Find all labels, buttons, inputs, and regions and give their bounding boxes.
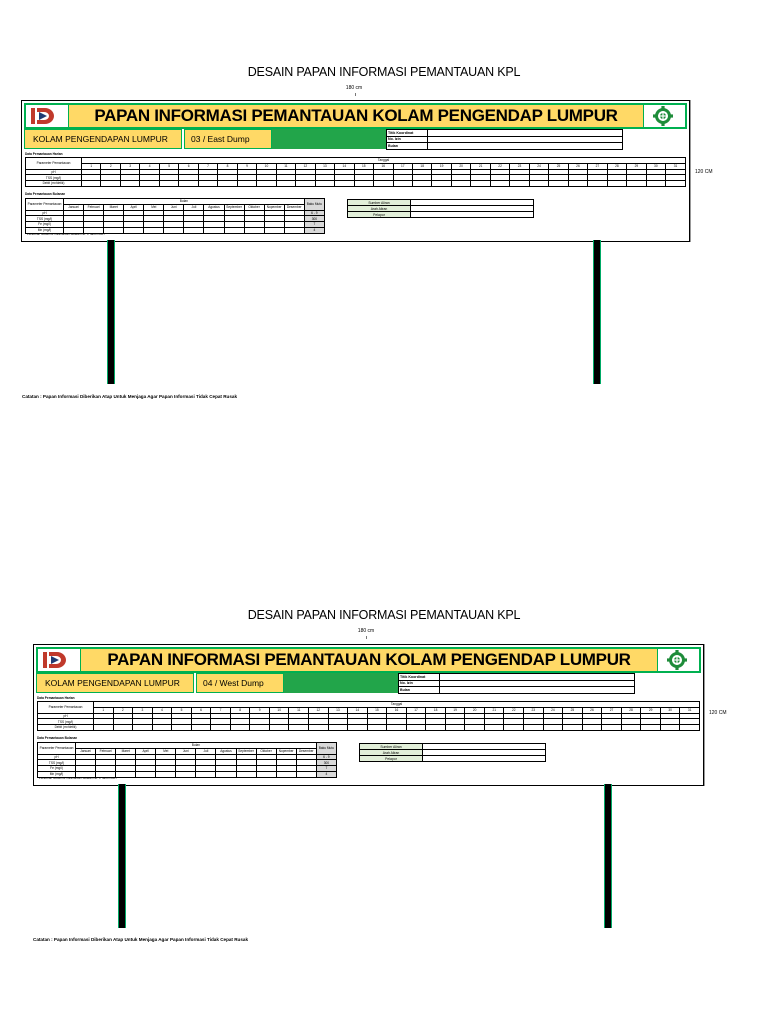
monthly-value-cell[interactable]: [116, 771, 136, 777]
day-number-cell: 6: [179, 163, 198, 169]
daily-date-header: Tanggal: [94, 702, 700, 708]
daily-value-cell[interactable]: [328, 725, 348, 731]
source-table: [347, 199, 534, 218]
regulation-note: * Peraturan Gubernur Kalimantan Selatan No. 4 Tahun 2007: [25, 232, 105, 236]
monthly-value-cell[interactable]: [236, 771, 256, 777]
monthly-value-cell[interactable]: [284, 227, 304, 233]
day-number-cell: 26: [582, 707, 602, 713]
monthly-value-cell[interactable]: [256, 771, 276, 777]
gear-icon: [664, 650, 690, 670]
company-logo: [40, 650, 76, 670]
daily-value-cell[interactable]: [393, 181, 412, 187]
day-number-cell: 2: [101, 163, 120, 169]
height-dimension-line: [704, 644, 705, 786]
info-value[interactable]: [428, 136, 623, 143]
monthly-value-cell[interactable]: [156, 771, 176, 777]
day-number-cell: 9: [237, 163, 256, 169]
day-number-cell: 13: [328, 707, 348, 713]
daily-value-cell[interactable]: [82, 181, 101, 187]
monthly-value-cell[interactable]: [244, 227, 264, 233]
source-label: Sumber Aliran: [348, 200, 411, 206]
day-number-cell: 25: [563, 707, 583, 713]
monthly-value-cell[interactable]: [136, 771, 156, 777]
banner-title: PAPAN INFORMASI PEMANTAUAN KOLAM PENGENDAP LUMPUR: [107, 650, 631, 669]
month-name-cell: Januari: [64, 204, 84, 210]
info-label: Bulan: [399, 687, 440, 694]
baku-mutu-value: 6 - 9: [316, 754, 336, 760]
daily-param-header: Parameter Pemantauan: [38, 702, 94, 714]
width-dimension-label: 180 cm: [357, 628, 375, 634]
daily-value-cell[interactable]: [218, 181, 237, 187]
day-number-cell: 28: [621, 707, 641, 713]
board-post-right: [604, 784, 612, 928]
day-number-cell: 10: [257, 163, 276, 169]
design-title: DESAIN PAPAN INFORMASI PEMANTAUAN KPL: [247, 65, 521, 79]
daily-value-cell[interactable]: [621, 725, 641, 731]
daily-section-label: Data Pemantauan Harian: [37, 696, 75, 700]
monthly-value-cell[interactable]: [224, 227, 244, 233]
daily-param: Debit (m³/detik): [26, 181, 82, 187]
daily-value-cell[interactable]: [250, 725, 270, 731]
source-label: Arah Aliran: [348, 206, 411, 212]
month-name-cell: Juli: [196, 748, 216, 754]
width-dimension-tick: [366, 636, 367, 639]
day-number-cell: 11: [289, 707, 309, 713]
board-header: [36, 647, 701, 673]
daily-value-cell[interactable]: [563, 725, 583, 731]
month-name-cell: Mei: [156, 748, 176, 754]
day-number-cell: 20: [451, 163, 470, 169]
daily-value-cell[interactable]: [543, 725, 563, 731]
height-dimension-label: 120 CM: [695, 169, 713, 175]
day-number-cell: 24: [529, 163, 548, 169]
board-design-1: [0, 0, 768, 500]
day-number-cell: 10: [269, 707, 289, 713]
daily-value-cell[interactable]: [680, 725, 700, 731]
daily-value-cell[interactable]: [451, 181, 470, 187]
day-number-cell: 4: [140, 163, 159, 169]
month-name-cell: Juni: [176, 748, 196, 754]
daily-table: [25, 157, 686, 187]
monthly-value-cell[interactable]: [176, 771, 196, 777]
daily-value-cell[interactable]: [588, 181, 607, 187]
daily-value-cell[interactable]: [101, 181, 120, 187]
daily-value-cell[interactable]: [179, 181, 198, 187]
board-banner: [68, 105, 644, 127]
monthly-value-cell[interactable]: [144, 227, 164, 233]
daily-row: [38, 725, 700, 731]
day-number-cell: 28: [607, 163, 626, 169]
day-number-cell: 27: [602, 707, 622, 713]
day-number-cell: 3: [133, 707, 153, 713]
month-name-cell: Maret: [104, 204, 124, 210]
kolam-label: KOLAM PENGENDAPAN LUMPUR: [24, 129, 182, 149]
daily-param: pH: [38, 713, 94, 719]
info-value[interactable]: [428, 143, 623, 150]
day-number-cell: 20: [465, 707, 485, 713]
daily-value-cell[interactable]: [257, 181, 276, 187]
daily-value-cell[interactable]: [426, 725, 446, 731]
daily-value-cell[interactable]: [315, 181, 334, 187]
kolam-label: KOLAM PENGENDAPAN LUMPUR: [36, 673, 194, 693]
day-number-cell: 26: [568, 163, 587, 169]
day-number-cell: 1: [94, 707, 114, 713]
daily-value-cell[interactable]: [211, 725, 231, 731]
month-name-cell: Agustus: [204, 204, 224, 210]
monthly-param: pH: [38, 754, 76, 760]
day-number-cell: 7: [211, 707, 231, 713]
board-post-left: [107, 240, 115, 384]
month-name-cell: Maret: [116, 748, 136, 754]
info-value[interactable]: [440, 680, 635, 687]
day-number-cell: 21: [484, 707, 504, 713]
baku-mutu-value: 4: [316, 771, 336, 777]
month-name-cell: Februari: [96, 748, 116, 754]
daily-value-cell[interactable]: [120, 181, 139, 187]
monthly-param-header: Parameter Pemantauan: [26, 199, 64, 211]
day-number-cell: 18: [426, 707, 446, 713]
daily-value-cell[interactable]: [348, 725, 368, 731]
monthly-value-cell[interactable]: [184, 227, 204, 233]
daily-value-cell[interactable]: [198, 181, 217, 187]
baku-mutu-value: 4: [304, 227, 324, 233]
monthly-section-label: Data Pemantauan Bulanan: [25, 192, 66, 196]
daily-value-cell[interactable]: [374, 181, 393, 187]
location-label: 03 / East Dump: [184, 129, 272, 149]
day-number-cell: 15: [354, 163, 373, 169]
daily-value-cell[interactable]: [510, 181, 529, 187]
monthly-param: Mn (mg/l): [38, 771, 76, 777]
daily-value-cell[interactable]: [602, 725, 622, 731]
info-label: No. Izin: [387, 136, 428, 143]
monthly-param: TSS (mg/l): [38, 760, 76, 766]
month-name-cell: Oktober: [256, 748, 276, 754]
baku-mutu-header: Baku Mutu: [304, 199, 324, 211]
daily-value-cell[interactable]: [490, 181, 509, 187]
day-number-cell: 21: [471, 163, 490, 169]
month-name-row: [26, 204, 325, 210]
day-number-cell: 14: [348, 707, 368, 713]
catatan-note: Catatan : Papan Informasi Diberikan Atap Untuk Menjaga Agar Papan Informasi Tidak Cepat Rusak: [22, 394, 238, 399]
info-table: [398, 673, 635, 694]
info-value[interactable]: [440, 687, 635, 694]
day-number-cell: 17: [393, 163, 412, 169]
daily-value-cell[interactable]: [140, 181, 159, 187]
monthly-month-header: Bulan: [64, 199, 305, 205]
regulation-note: * Peraturan Gubernur Kalimantan Selatan No. 4 Tahun 2007: [37, 776, 117, 780]
monthly-value-cell[interactable]: [296, 771, 316, 777]
day-number-cell: 22: [504, 707, 524, 713]
green-block: [284, 673, 398, 693]
info-label: Titik Koordinat: [399, 674, 440, 681]
day-number-cell: 30: [646, 163, 665, 169]
daily-value-cell[interactable]: [432, 181, 451, 187]
company-logo-icon: [40, 650, 76, 670]
daily-value-cell[interactable]: [627, 181, 646, 187]
info-label: Bulan: [387, 143, 428, 150]
day-number-cell: 16: [387, 707, 407, 713]
day-number-cell: 12: [296, 163, 315, 169]
month-name-cell: Mei: [144, 204, 164, 210]
gear-logo: [647, 105, 679, 127]
monthly-value-cell[interactable]: [216, 771, 236, 777]
company-logo-icon: [28, 106, 64, 126]
day-number-cell: 29: [641, 707, 661, 713]
daily-value-cell[interactable]: [524, 725, 544, 731]
day-number-cell: 9: [250, 707, 270, 713]
daily-param: pH: [26, 169, 82, 175]
daily-value-cell[interactable]: [641, 725, 661, 731]
daily-value-cell[interactable]: [159, 181, 178, 187]
daily-value-cell[interactable]: [172, 725, 192, 731]
monthly-section-label: Data Pemantauan Bulanan: [37, 736, 78, 740]
info-label: No. Izin: [399, 680, 440, 687]
daily-value-cell[interactable]: [529, 181, 548, 187]
info-board: [21, 100, 690, 242]
baku-mutu-value: 7: [304, 222, 324, 228]
green-block: [272, 129, 386, 149]
source-label: Pelapor: [360, 756, 423, 762]
monthly-param: pH: [26, 210, 64, 216]
day-number-cell: 16: [374, 163, 393, 169]
source-table: [359, 743, 546, 762]
day-number-cell: 27: [588, 163, 607, 169]
daily-value-cell[interactable]: [607, 181, 626, 187]
month-name-row: [38, 748, 337, 754]
daily-section-label: Data Pemantauan Harian: [25, 152, 63, 156]
design-title: DESAIN PAPAN INFORMASI PEMANTAUAN KPL: [247, 608, 521, 622]
month-name-cell: Desember: [284, 204, 304, 210]
monthly-param: Mn (mg/l): [26, 227, 64, 233]
width-dimension-tick: [355, 93, 356, 96]
month-name-cell: Nopember: [264, 204, 284, 210]
info-value[interactable]: [440, 674, 635, 681]
source-label: Sumber Aliran: [360, 744, 423, 750]
daily-value-cell[interactable]: [335, 181, 354, 187]
day-number-cell: 15: [367, 707, 387, 713]
month-name-cell: September: [236, 748, 256, 754]
daily-value-cell[interactable]: [465, 725, 485, 731]
daily-value-cell[interactable]: [484, 725, 504, 731]
daily-value-cell[interactable]: [94, 725, 114, 731]
month-name-cell: Desember: [296, 748, 316, 754]
daily-value-cell[interactable]: [666, 181, 686, 187]
monthly-param-header: Parameter Pemantauan: [38, 743, 76, 755]
month-name-cell: Agustus: [216, 748, 236, 754]
day-number-cell: 5: [172, 707, 192, 713]
daily-value-cell[interactable]: [237, 181, 256, 187]
board-design-2: [0, 540, 768, 1020]
monthly-value-cell[interactable]: [124, 227, 144, 233]
month-name-cell: September: [224, 204, 244, 210]
daily-param: Debit (m³/detik): [38, 725, 94, 731]
source-value[interactable]: [423, 756, 546, 762]
daily-value-cell[interactable]: [406, 725, 426, 731]
monthly-param: TSS (mg/l): [26, 216, 64, 222]
daily-value-cell[interactable]: [549, 181, 568, 187]
day-number-cell: 6: [191, 707, 211, 713]
daily-value-cell[interactable]: [296, 181, 315, 187]
daily-value-cell[interactable]: [113, 725, 133, 731]
height-dimension-line: [690, 100, 691, 242]
month-name-cell: Oktober: [244, 204, 264, 210]
daily-value-cell[interactable]: [412, 181, 431, 187]
daily-value-cell[interactable]: [660, 725, 680, 731]
day-number-cell: 22: [490, 163, 509, 169]
month-name-cell: Januari: [76, 748, 96, 754]
month-name-cell: Juli: [184, 204, 204, 210]
day-number-cell: 24: [543, 707, 563, 713]
day-number-cell: 25: [549, 163, 568, 169]
daily-value-cell[interactable]: [133, 725, 153, 731]
day-number-cell: 23: [510, 163, 529, 169]
day-number-cell: 23: [524, 707, 544, 713]
monthly-value-cell[interactable]: [104, 227, 124, 233]
source-label: Arah Aliran: [360, 750, 423, 756]
source-value[interactable]: [411, 212, 534, 218]
daily-value-cell[interactable]: [309, 725, 329, 731]
day-number-cell: 12: [309, 707, 329, 713]
daily-value-cell[interactable]: [582, 725, 602, 731]
gear-icon: [650, 106, 676, 126]
daily-value-cell[interactable]: [471, 181, 490, 187]
width-dimension-label: 180 cm: [345, 85, 363, 91]
board-post-right: [593, 240, 601, 384]
daily-value-cell[interactable]: [230, 725, 250, 731]
info-value[interactable]: [428, 130, 623, 137]
day-number-cell: 13: [315, 163, 334, 169]
monthly-table: [25, 198, 325, 234]
day-number-cell: 17: [406, 707, 426, 713]
baku-mutu-value: 300: [304, 216, 324, 222]
daily-value-cell[interactable]: [289, 725, 309, 731]
daily-value-cell[interactable]: [646, 181, 665, 187]
day-number-cell: 29: [627, 163, 646, 169]
daily-date-header: Tanggal: [82, 158, 686, 164]
day-number-cell: 11: [276, 163, 295, 169]
day-number-cell: 8: [218, 163, 237, 169]
day-number-cell: 4: [152, 707, 172, 713]
gear-logo: [661, 649, 693, 671]
daily-value-cell[interactable]: [269, 725, 289, 731]
daily-table: [37, 701, 700, 731]
daily-value-cell[interactable]: [354, 181, 373, 187]
daily-value-cell[interactable]: [387, 725, 407, 731]
info-table: [386, 129, 623, 150]
monthly-table: [37, 742, 337, 778]
info-board: [33, 644, 704, 786]
day-number-cell: 30: [660, 707, 680, 713]
daily-value-cell[interactable]: [367, 725, 387, 731]
subheader-row: [36, 673, 701, 693]
baku-mutu-header: Baku Mutu: [316, 743, 336, 755]
day-number-cell: 31: [666, 163, 686, 169]
baku-mutu-value: 6 - 9: [304, 210, 324, 216]
subheader-row: [24, 129, 687, 149]
board-post-left: [118, 784, 126, 928]
monthly-param: Fe (mg/l): [26, 222, 64, 228]
source-label: Pelapor: [348, 212, 411, 218]
daily-value-cell[interactable]: [191, 725, 211, 731]
info-label: Titik Koordinat: [387, 130, 428, 137]
board-header: [24, 103, 687, 129]
monthly-month-header: Bulan: [76, 743, 317, 749]
day-number-cell: 3: [120, 163, 139, 169]
month-name-cell: Nopember: [276, 748, 296, 754]
banner-title: PAPAN INFORMASI PEMANTAUAN KOLAM PENGENDAP LUMPUR: [94, 106, 618, 125]
company-logo: [28, 106, 64, 126]
location-label: 04 / West Dump: [196, 673, 284, 693]
daily-value-cell[interactable]: [152, 725, 172, 731]
day-number-cell: 5: [159, 163, 178, 169]
month-name-cell: Februari: [84, 204, 104, 210]
monthly-param: Fe (mg/l): [38, 766, 76, 772]
month-name-cell: April: [124, 204, 144, 210]
day-number-cell: 19: [432, 163, 451, 169]
daily-param-header: Parameter Pemantauan: [26, 158, 82, 170]
month-name-cell: Juni: [164, 204, 184, 210]
day-number-cell: 19: [445, 707, 465, 713]
monthly-value-cell[interactable]: [204, 227, 224, 233]
day-number-cell: 18: [412, 163, 431, 169]
monthly-value-cell[interactable]: [276, 771, 296, 777]
daily-row: [26, 181, 686, 187]
daily-param: TSS (mg/l): [26, 175, 82, 181]
baku-mutu-value: 300: [316, 760, 336, 766]
daily-value-cell[interactable]: [504, 725, 524, 731]
day-number-cell: 14: [335, 163, 354, 169]
height-dimension-label: 120 CM: [709, 710, 727, 716]
day-number-cell: 7: [198, 163, 217, 169]
day-number-cell: 8: [230, 707, 250, 713]
monthly-value-cell[interactable]: [264, 227, 284, 233]
day-number-cell: 31: [680, 707, 700, 713]
catatan-note: Catatan : Papan Informasi Diberikan Atap Untuk Menjaga Agar Papan Informasi Tidak Cepat Rusak: [33, 937, 249, 942]
daily-value-cell[interactable]: [445, 725, 465, 731]
monthly-value-cell[interactable]: [196, 771, 216, 777]
month-name-cell: April: [136, 748, 156, 754]
day-number-cell: 1: [82, 163, 101, 169]
baku-mutu-value: 7: [316, 766, 336, 772]
day-number-cell: 2: [113, 707, 133, 713]
monthly-value-cell[interactable]: [164, 227, 184, 233]
daily-value-cell[interactable]: [568, 181, 587, 187]
board-banner: [80, 649, 658, 671]
daily-value-cell[interactable]: [276, 181, 295, 187]
daily-param: TSS (mg/l): [38, 719, 94, 725]
